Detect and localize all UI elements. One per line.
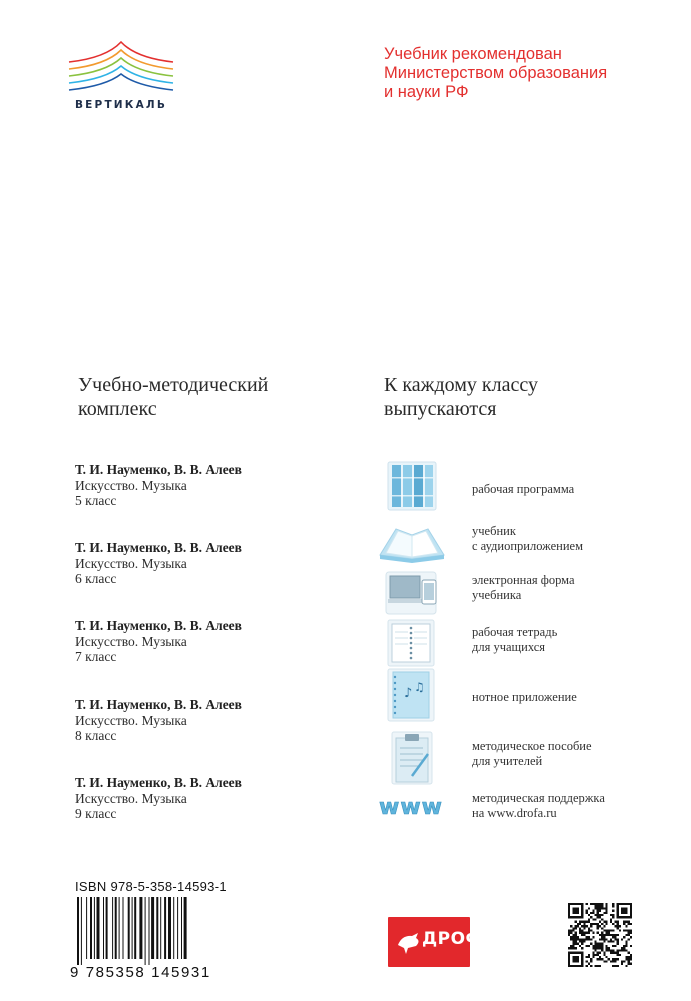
devices-icon bbox=[378, 566, 442, 622]
book-title: Искусство. Музыка bbox=[75, 790, 187, 806]
book-entry bbox=[75, 462, 242, 509]
heading-line: комплекс bbox=[78, 398, 157, 420]
component-label bbox=[472, 690, 577, 705]
svg-text:♫: ♫ bbox=[414, 680, 425, 694]
barcode-digits: 9 785358 145931 bbox=[70, 964, 211, 981]
book-authors: Т. И. Науменко, В. В. Алеев bbox=[75, 462, 242, 477]
book-authors: Т. И. Науменко, В. В. Алеев bbox=[75, 540, 242, 555]
component-label-line: учебника bbox=[472, 588, 522, 602]
isbn-text: ISBN 978-5-358-14593-1 bbox=[75, 879, 227, 894]
component-label-line: методическая поддержка bbox=[472, 791, 605, 805]
component-label bbox=[472, 482, 574, 497]
recommendation-line: Учебник рекомендован bbox=[384, 45, 562, 63]
heading-line: выпускаются bbox=[384, 398, 497, 420]
component-label bbox=[472, 625, 557, 655]
component-label-line: рабочая программа bbox=[472, 482, 575, 496]
qr-code-icon bbox=[568, 903, 632, 967]
component-label bbox=[472, 573, 575, 603]
components-heading bbox=[384, 373, 538, 421]
book-grade: 8 класс bbox=[75, 728, 117, 743]
book-grade: 7 класс bbox=[75, 649, 117, 664]
book-grade: 6 класс bbox=[75, 571, 117, 586]
www-icon bbox=[376, 785, 446, 825]
component-label-line: электронная форма bbox=[472, 573, 575, 587]
recommendation-notice bbox=[384, 45, 674, 102]
drofa-logo-text: ДРОФА bbox=[422, 929, 497, 949]
book-grade: 5 класс bbox=[75, 493, 117, 508]
bustard-bird-icon bbox=[394, 927, 424, 957]
component-label-line: с аудиоприложением bbox=[472, 539, 584, 553]
book-title: Искусство. Музыка bbox=[75, 633, 187, 649]
book-authors: Т. И. Науменко, В. В. Алеев bbox=[75, 697, 242, 712]
component-label-line: для учащихся bbox=[472, 640, 546, 654]
logo-stripes-icon bbox=[66, 40, 176, 98]
notebook-icon bbox=[378, 616, 442, 672]
component-label-line: нотное приложение bbox=[472, 690, 577, 704]
book-entry bbox=[75, 697, 242, 744]
barcode-icon bbox=[75, 897, 220, 965]
heading-line: Учебно-методический bbox=[78, 374, 269, 396]
component-label bbox=[472, 791, 605, 821]
book-title: Искусство. Музыка bbox=[75, 712, 187, 728]
recommendation-line: и науки РФ bbox=[384, 83, 469, 101]
svg-text:♪: ♪ bbox=[404, 686, 413, 701]
component-label-line: учебник bbox=[472, 524, 516, 538]
open-book-icon bbox=[378, 515, 442, 571]
book-entry bbox=[75, 540, 242, 587]
component-label bbox=[472, 524, 583, 554]
book-title: Искусство. Музыка bbox=[75, 477, 187, 493]
binders-icon bbox=[378, 459, 442, 515]
drofa-logo bbox=[388, 917, 497, 967]
music-notes-icon bbox=[378, 667, 442, 723]
heading-line: К каждому классу bbox=[384, 374, 538, 396]
book-authors: Т. И. Науменко, В. В. Алеев bbox=[75, 618, 242, 633]
component-label-line: на www.drofa.ru bbox=[472, 806, 557, 820]
complex-heading bbox=[78, 373, 268, 421]
book-title: Искусство. Музыка bbox=[75, 555, 187, 571]
book-grade: 9 класс bbox=[75, 806, 117, 821]
component-label-line: для учителей bbox=[472, 754, 543, 768]
clipboard-icon bbox=[378, 730, 442, 786]
component-label-line: рабочая тетрадь bbox=[472, 625, 558, 639]
publisher-logo bbox=[66, 40, 176, 120]
www-icon-text: www bbox=[379, 795, 443, 820]
component-label-line: методическое пособие bbox=[472, 739, 592, 753]
logo-text: ВЕРТИКАЛЬ bbox=[74, 99, 168, 111]
book-authors: Т. И. Науменко, В. В. Алеев bbox=[75, 775, 242, 790]
recommendation-line: Министерством образования bbox=[384, 64, 608, 82]
book-entry bbox=[75, 775, 242, 822]
book-entry bbox=[75, 618, 242, 665]
component-label bbox=[472, 739, 592, 769]
